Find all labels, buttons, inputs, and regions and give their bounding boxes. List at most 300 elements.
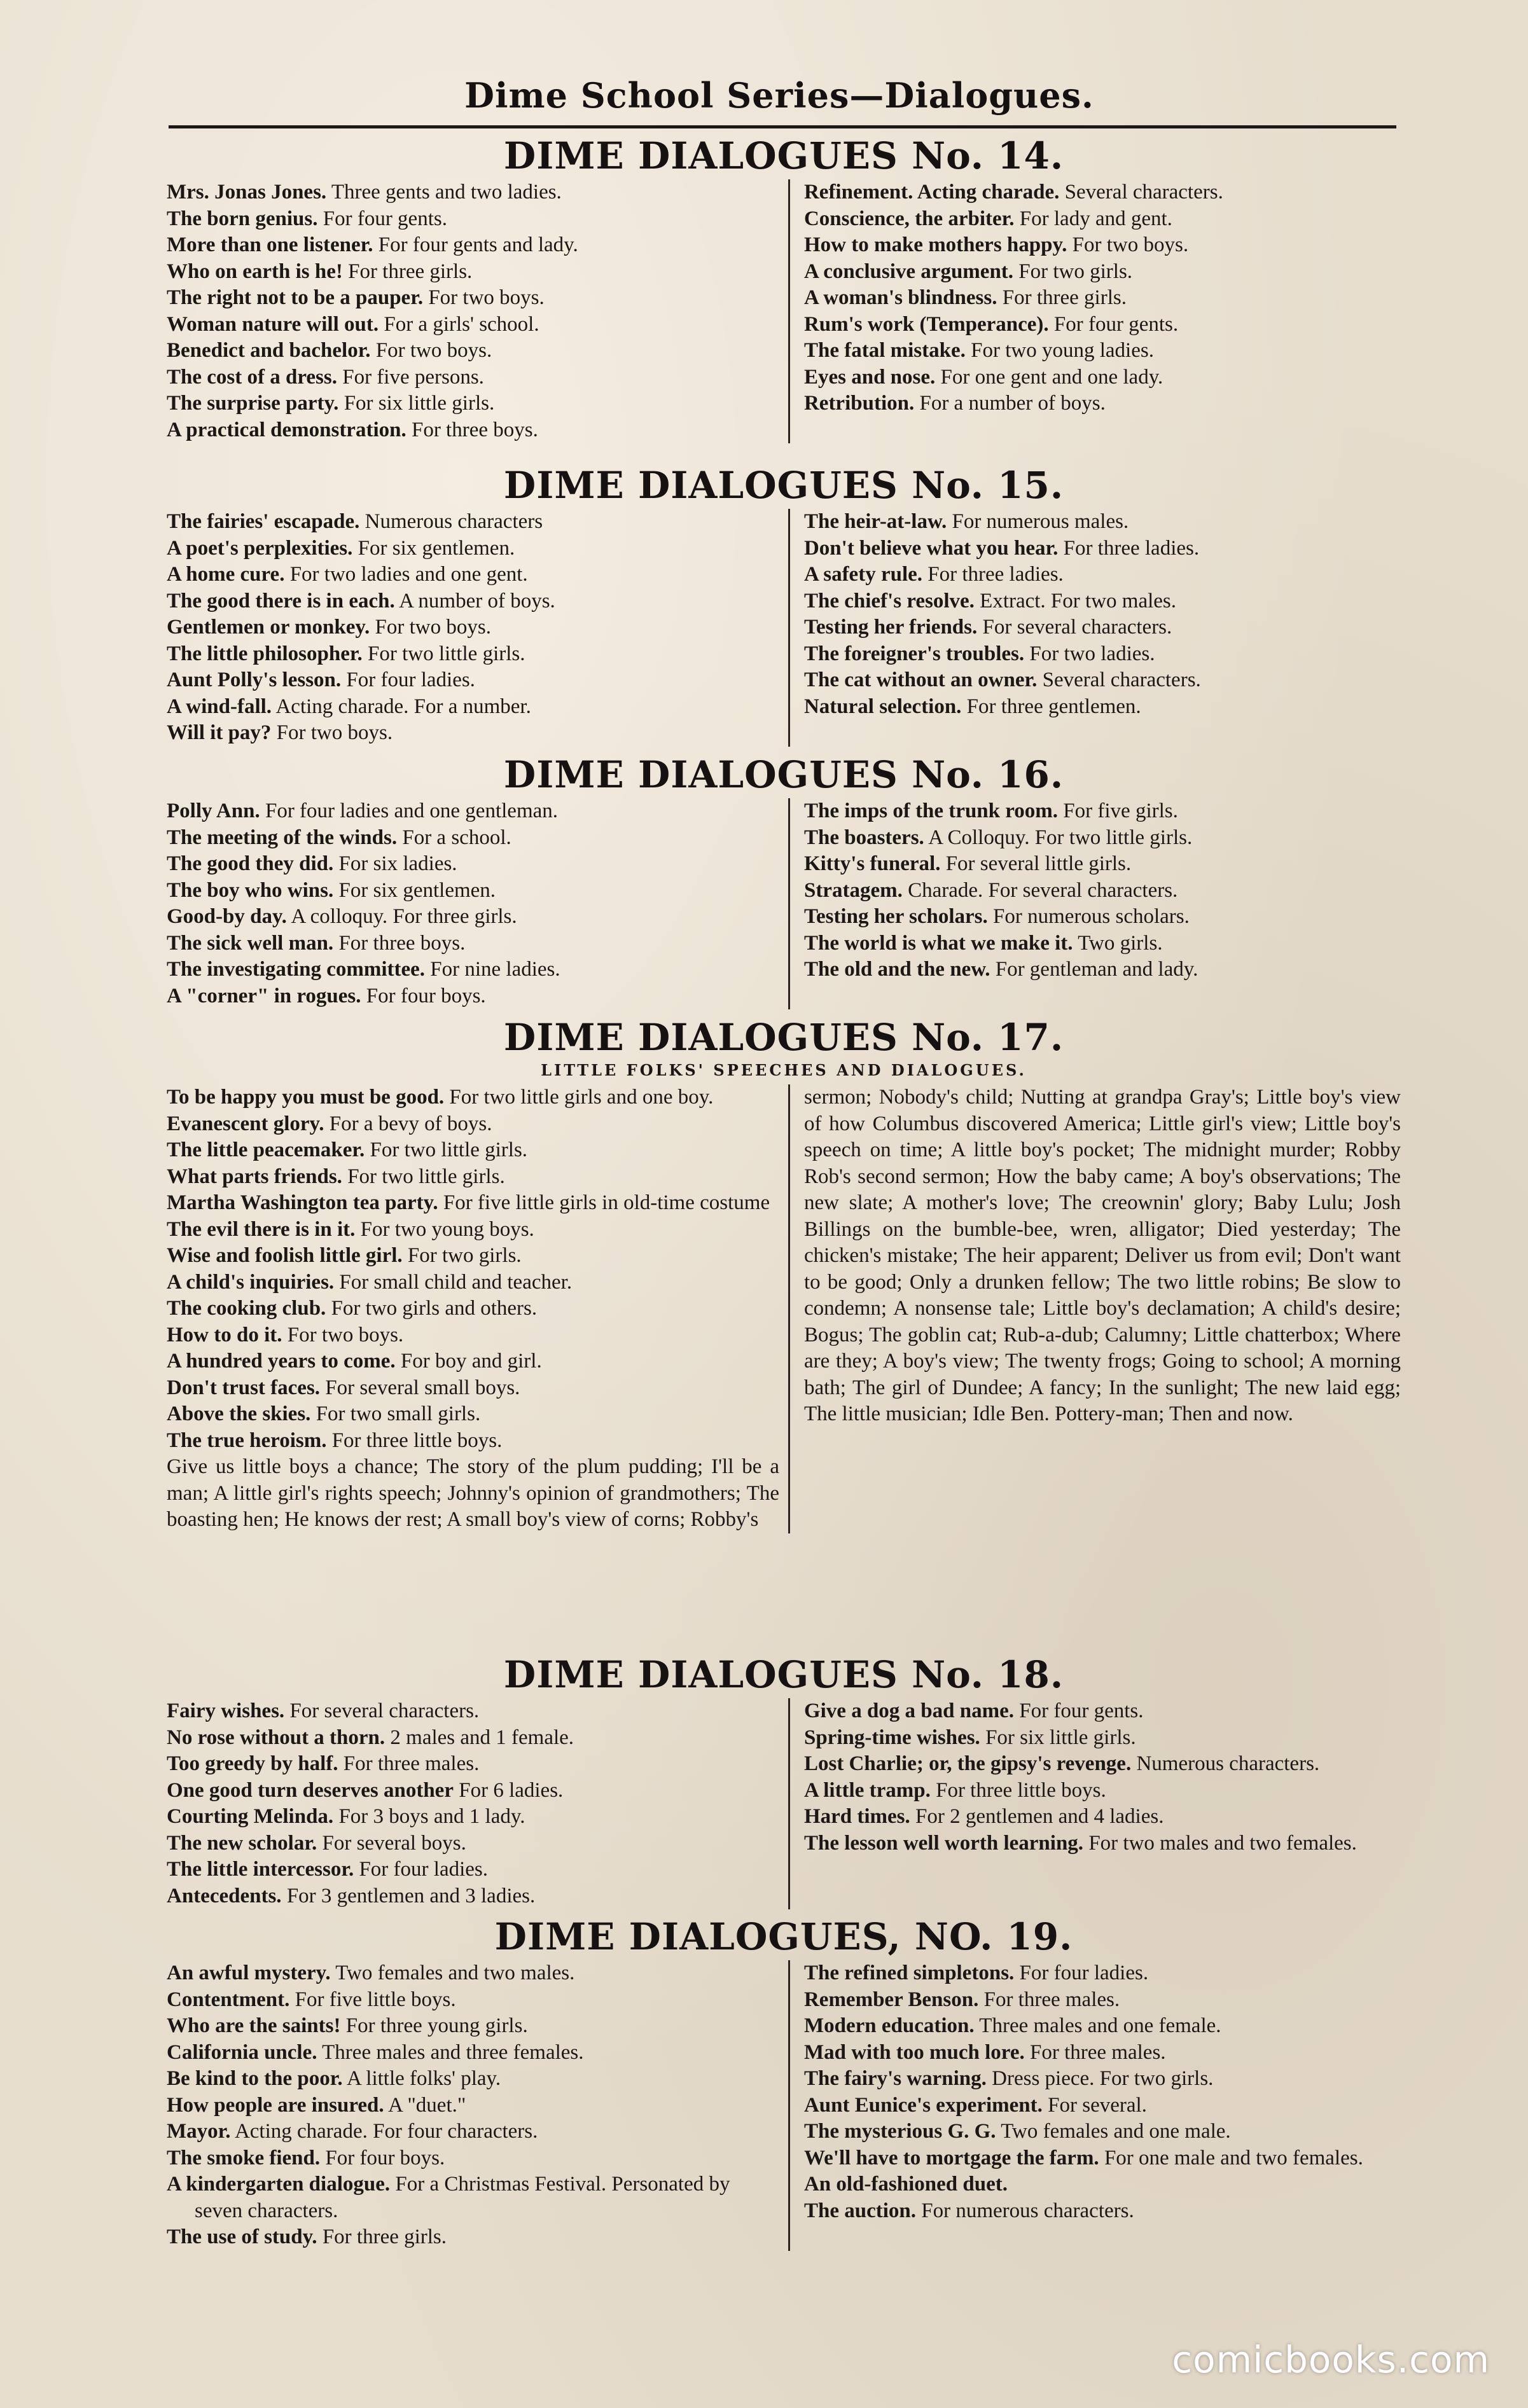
dialogue-entry [804,509,1401,536]
dialogue-entry [804,1804,1401,1830]
dialogue-cast: A colloquy. For three girls. [286,905,517,928]
dialogue-cast: For three boys. [406,418,538,441]
dialogue-entry [167,1137,779,1164]
dialogue-cast: For one male and two females. [1099,2146,1363,2169]
dialogue-cast: For four gents and lady. [373,233,578,256]
dialogue-entry [804,667,1401,694]
dialogue-title: Who on earth is he! [167,259,343,283]
dialogue-cast: For several small boys. [320,1376,520,1399]
dialogue-entry [167,1725,779,1752]
dialogue-title: The foreigner's troubles. [803,642,1025,665]
dialogue-entry [804,641,1401,668]
dialogue-entry [804,2171,1401,2198]
dialogue-cast: For five little girls in old-time costume [438,1191,770,1214]
dialogue-cast: For two little girls. [342,1165,505,1188]
dialogue-title: The cat without an owner. [803,668,1038,691]
dialogue-title: More than one listener. [167,233,373,256]
dialogue-title: Don't believe what you hear. [803,536,1059,560]
dialogue-title: Hard times. [803,1805,910,1828]
dialogue-entry [167,983,779,1010]
dialogue-entry [167,1883,779,1910]
dialogue-cast: For five persons. [337,365,484,389]
dialogue-entry [167,1401,779,1428]
dialogue-entry [804,2119,1401,2145]
dialogue-entry [167,206,779,233]
dialogue-cast: For three males. [338,1752,480,1775]
dialogue-title: The auction. [803,2199,916,2222]
dialogue-cast: For three young girls. [340,2014,528,2037]
dialogue-title: The fatal mistake. [803,339,966,362]
dialogue-entry [167,2119,779,2145]
dialogue-entry [804,2066,1401,2093]
dialogue-entry [804,2040,1401,2066]
dialogue-entry [804,1778,1401,1804]
dialogue-entry [167,312,779,338]
dialogue-cast: For several little girls. [940,852,1132,875]
dialogue-entry [804,536,1401,562]
dialogue-title: The meeting of the winds. [167,826,398,849]
dialogue-cast: For several boys. [317,1831,466,1855]
right-column [790,1084,1401,1533]
dialogue-entry [804,2198,1401,2225]
dialogue-title: Rum's work (Temperance). [803,312,1049,336]
dialogue-title: The imps of the trunk room. [803,799,1059,822]
dialogue-cast: For four ladies and one gentleman. [260,799,559,822]
left-column [167,798,790,1009]
dialogue-cast: For three girls. [317,2225,447,2248]
dialogue-entry [804,878,1401,904]
dialogue-cast: Acting charade. For four characters. [230,2120,538,2143]
dialogue-title: A kindergarten dialogue. [167,2173,391,2196]
dialogue-title: How people are insured. [167,2093,384,2117]
dialogue-cast: For a number of boys. [914,392,1106,415]
dialogue-cast: For three little boys. [326,1429,503,1452]
dialogue-entry [167,798,779,825]
dialogue-entry [167,259,779,286]
dialogue-title: Mayor. [167,2120,231,2143]
dialogue-title: The lesson well worth learning. [803,1831,1084,1855]
dialogue-cast: For four gents. [317,207,447,230]
dialogue-entry [167,179,779,206]
dialogue-cast: For 2 gentlemen and 4 ladies. [910,1805,1164,1828]
dialogue-title: The good there is in each. [167,589,395,612]
dialogue-cast: For numerous characters. [916,2199,1134,2222]
dialogue-entry [167,509,779,536]
dialogue-title: Aunt Eunice's experiment. [803,2093,1043,2117]
dialogue-entry [167,931,779,957]
dialogue-title: One good turn deserves another [167,1778,454,1802]
dialogue-cast: For four boys. [320,2146,445,2169]
section-dialogues-15 [167,464,1401,747]
left-column [167,1698,790,1909]
dialogue-entry [167,720,779,747]
dialogue-cast: Two females and one male. [996,2120,1231,2143]
dialogue-title: The cooking club. [167,1297,326,1320]
dialogue-cast: For two little girls and one boy. [444,1086,714,1109]
dialogue-entry [167,1778,779,1804]
section-dialogues-16 [167,754,1401,1009]
dialogue-cast: Numerous characters. [1131,1752,1320,1775]
dialogue-entry [804,588,1401,615]
dialogue-entry [804,259,1401,286]
dialogue-entry [804,931,1401,957]
dialogue-cast: 2 males and 1 female. [385,1726,574,1749]
dialogue-title: Good-by day. [167,905,287,928]
dialogue-cast: For five little boys. [289,1988,456,2011]
section-title: DIME DIALOGUES, NO. 19. [494,1915,1073,1958]
dialogue-cast: For several characters. [284,1699,480,1722]
dialogue-cast: For six gentlemen. [333,878,496,902]
right-column [790,798,1401,1009]
dialogue-entry [804,364,1401,391]
dialogue-title: To be happy you must be good. [167,1086,445,1109]
dialogue-cast: For two boys. [282,1323,404,1346]
dialogue-title: The fairies' escapade. [167,510,360,533]
dialogue-entry [167,1217,779,1243]
dialogue-cast: For six gentlemen. [352,536,515,560]
dialogue-cast: Two girls. [1073,931,1163,955]
dialogue-title: Give a dog a bad name. [803,1699,1015,1722]
section-dialogues-17 [167,1016,1401,1533]
dialogue-title: The born genius. [167,207,318,230]
dialogue-title: The heir-at-law. [803,510,947,533]
dialogue-title: Don't trust faces. [167,1376,321,1399]
dialogue-title: The fairy's warning. [803,2067,987,2090]
dialogue-cast: For two boys. [370,339,492,362]
dialogue-cast: For two small girls. [310,1402,481,1425]
dialogue-title: The boy who wins. [167,878,334,902]
dialogue-cast: For three boys. [333,931,466,955]
dialogue-title: Mrs. Jonas Jones. [167,181,327,204]
dialogue-title: California uncle. [167,2040,317,2064]
right-paragraph: sermon; Nobody's child; Nutting at grandpa Gray's; Little boy's view of how Columbus discovered America; Little girl's view; Little boy's speech on time; A little boy's pocket; The midnight murder; Robby Rob's second sermon; How the baby came; A boy's observations; The new slate; A mother's love; The creownin' glory; Baby Lulu; Josh Billings on the bumble-bee, wren, alligator; Died yesterday; The chicken's mistake; The heir apparent; Deliver us from evil; Don't want to be good; Only a drunken fellow; The two little robins; Be slow to condemn; A nonsense tale; Little boy's declamation; A child's desire; Bogus; The goblin cat; Rub-a-dub; Calumny; Little chatterbox; Where are they; A boy's view; The twenty frogs; Going to school; A morning bath; The girl of Dundee; A fancy; In the sunlight; The new laid egg; The little musician; Idle Ben. Pottery-man; Then and now. [803,1086,1401,1425]
dialogue-entry [167,1322,779,1349]
dialogue-cast: For numerous scholars. [987,905,1190,928]
dialogue-cast: For two young ladies. [965,339,1154,362]
dialogue-cast: For four gents. [1014,1699,1144,1722]
dialogue-title: Evanescent glory. [167,1112,324,1135]
dialogue-cast: For four gents. [1048,312,1179,336]
dialogue-cast: Three gents and two ladies. [326,181,562,204]
dialogue-title: Woman nature will out. [167,312,379,336]
dialogue-entry [167,825,779,852]
dialogue-entry [167,2224,779,2251]
dialogue-cast: A Colloquy. For two little girls. [924,826,1193,849]
dialogue-cast: For three males. [978,1988,1120,2011]
dialogue-title: Retribution. [803,392,915,415]
dialogue-title: Spring-time wishes. [803,1726,980,1749]
dialogue-cast: For two ladies and one gent. [284,563,528,586]
dialogue-title: A safety rule. [803,563,923,586]
dialogue-title: Gentlemen or monkey. [167,616,370,639]
dialogue-title: How to make mothers happy. [803,233,1067,256]
dialogue-title: Stratagem. [803,878,903,902]
dialogue-cast: For boy and girl. [395,1350,542,1373]
dialogue-title: Kitty's funeral. [803,852,941,875]
dialogue-title: Eyes and nose. [803,365,936,389]
dialogue-title: The little intercessor. [167,1858,354,1881]
dialogue-title: Conscience, the arbiter. [803,207,1015,230]
dialogue-cast: Several characters. [1059,181,1223,204]
dialogue-entry [804,1830,1401,1857]
dialogue-cast: For two girls. [1013,259,1133,283]
dialogue-entry [167,1830,779,1857]
dialogue-cast: For several characters. [977,616,1172,639]
right-column [790,179,1401,443]
dialogue-cast: Charade. For several characters. [902,878,1178,902]
dialogue-title: A poet's perplexities. [167,536,353,560]
dialogue-cast: For three girls. [997,286,1127,309]
dialogue-entry [804,2013,1401,2040]
dialogue-cast: For three little boys. [930,1778,1106,1802]
dialogue-title: The true heroism. [167,1429,327,1452]
section-title: DIME DIALOGUES No. 16. [503,753,1064,796]
dialogue-entry [167,1111,779,1138]
dialogue-cast: For two girls and others. [326,1297,538,1320]
dialogue-cast: For two ladies. [1024,642,1155,665]
dialogue-cast: For six little girls. [338,392,495,415]
dialogue-title: Aunt Polly's lesson. [167,668,342,691]
dialogue-cast: For three gentlemen. [961,695,1141,718]
dialogue-cast: For five girls. [1058,799,1178,822]
dialogue-title: The good they did. [167,852,334,875]
dialogue-entry [167,667,779,694]
dialogue-cast: A "duet." [384,2093,466,2117]
dialogue-title: Testing her scholars. [803,905,988,928]
dialogue-entry [167,1270,779,1296]
dialogue-title: A practical demonstration. [167,418,406,441]
dialogue-entry [167,1987,779,2014]
dialogue-entry [167,2066,779,2093]
dialogue-cast: For lady and gent. [1014,207,1172,230]
dialogue-entry [804,614,1401,641]
section-title: DIME DIALOGUES No. 17. [503,1016,1064,1059]
dialogue-entry [167,1243,779,1270]
dialogue-title: Be kind to the poor. [167,2067,343,2090]
dialogue-title: What parts friends. [167,1165,342,1188]
right-column [790,1698,1401,1909]
dialogue-cast: For four ladies. [341,668,475,691]
dialogue-entry [804,798,1401,825]
dialogue-entry [804,1698,1401,1725]
dialogue-title: Above the skies. [167,1402,311,1425]
left-column [167,1960,790,2251]
dialogue-cast: For four boys. [361,984,486,1007]
dialogue-title: The investigating committee. [167,958,426,981]
dialogue-title: The cost of a dress. [167,365,337,389]
dialogue-title: A home cure. [167,563,285,586]
dialogue-cast: For two males and two females. [1083,1831,1357,1855]
dialogue-cast: Numerous characters [359,510,543,533]
dialogue-cast: Acting charade. For a number. [272,695,531,718]
dialogue-title: A woman's blindness. [803,286,997,309]
dialogue-title: Contentment. [167,1988,290,2011]
dialogue-entry [167,2040,779,2066]
dialogue-cast: A number of boys. [394,589,555,612]
section-subtitle: LITTLE FOLKS' SPEECHES AND DIALOGUES. [541,1061,1027,1079]
dialogue-title: Mad with too much lore. [803,2040,1025,2064]
dialogue-entry [167,614,779,641]
dialogue-entry [167,1698,779,1725]
dialogue-entry [804,1960,1401,1987]
dialogue-cast: For 3 gentlemen and 3 ladies. [281,1884,536,1907]
dialogue-entry [167,536,779,562]
dialogue-entry [167,2171,779,2224]
dialogue-title: The evil there is in it. [167,1217,356,1241]
dialogue-cast: Three males and three females. [317,2040,584,2064]
dialogue-cast: For two boys. [370,616,491,639]
dialogue-cast: For two young boys. [355,1217,534,1241]
dialogue-entry [804,232,1401,259]
dialogue-title: The little philosopher. [167,642,363,665]
dialogue-cast: For two little girls. [365,1138,528,1161]
dialogue-cast: For two boys. [271,721,393,744]
dialogue-entry [167,1348,779,1375]
dialogue-cast: For small child and teacher. [334,1270,573,1294]
dialogue-title: An old-fashioned duet. [803,2173,1008,2196]
section-title: DIME DIALOGUES No. 15. [503,464,1064,507]
dialogue-title: Too greedy by half. [167,1752,338,1775]
right-column [790,1960,1401,2251]
dialogue-cast: Three males and one female. [974,2014,1221,2037]
dialogue-cast: For one gent and one lady. [935,365,1163,389]
dialogue-entry [167,2093,779,2119]
dialogue-entry [167,1296,779,1322]
dialogue-title: The mysterious G. G. [803,2120,996,2143]
dialogue-entry [167,417,779,444]
dialogue-cast: For six little girls. [980,1726,1136,1749]
dialogue-title: Who are the saints! [167,2014,341,2037]
dialogue-title: We'll have to mortgage the farm. [803,2146,1099,2169]
header-rule [169,125,1396,128]
dialogue-title: A little tramp. [803,1778,931,1802]
dialogue-title: Polly Ann. [167,799,260,822]
dialogue-entry [167,1428,779,1455]
section-dialogues-14 [167,135,1401,443]
dialogue-entry [167,1857,779,1883]
dialogue-cast: For four ladies. [1014,1962,1149,1984]
dialogue-title: A hundred years to come. [167,1350,396,1373]
dialogue-title: A conclusive argument. [803,259,1014,283]
dialogue-cast: For nine ladies. [425,958,560,981]
dialogue-cast: For three girls. [342,259,473,283]
dialogue-title: Lost Charlie; or, the gipsy's revenge. [803,1752,1132,1775]
dialogue-cast: For 6 ladies. [453,1778,564,1802]
dialogue-cast: Several characters. [1037,668,1201,691]
dialogue-title: Remember Benson. [803,1988,979,2011]
dialogue-cast: For three males. [1024,2040,1166,2064]
dialogue-entry [167,285,779,312]
dialogue-title: The right not to be a pauper. [167,286,424,309]
dialogue-entry [167,562,779,588]
dialogue-cast: For three ladies. [922,563,1064,586]
dialogue-title: No rose without a thorn. [167,1726,385,1749]
dialogue-entry [804,851,1401,878]
dialogue-entry [167,1960,779,1987]
dialogue-title: Martha Washington tea party. [167,1191,438,1214]
dialogue-entry [167,588,779,615]
dialogue-entry [804,562,1401,588]
dialogue-entry [804,206,1401,233]
dialogue-title: The new scholar. [167,1831,317,1855]
dialogue-cast: A little folks' play. [342,2067,501,2090]
dialogue-title: Fairy wishes. [167,1699,285,1722]
dialogue-entry [804,2145,1401,2172]
dialogue-cast: For three ladies. [1058,536,1200,560]
dialogue-entry [804,1751,1401,1778]
dialogue-entry [167,2013,779,2040]
dialogue-cast: For two boys. [1067,233,1189,256]
dialogue-entry [167,1375,779,1402]
right-column [790,509,1401,747]
dialogue-title: A "corner" in rogues. [167,984,361,1007]
dialogue-cast: Extract. For two males. [974,589,1176,612]
dialogue-cast: For 3 boys and 1 lady. [333,1805,525,1828]
dialogue-title: The refined simpletons. [803,1962,1015,1984]
left-paragraph: Give us little boys a chance; The story of the plum pudding; I'll be a man; A little girl's rights speech; Johnny's opinion of grandmothers; The boasting hen; He knows der rest; A small boy's view of corns; Robby's [167,1455,779,1531]
dialogue-entry [804,1725,1401,1752]
dialogue-entry [804,957,1401,983]
dialogue-entry [167,694,779,721]
dialogue-cast: For two little girls. [362,642,525,665]
dialogue-entry [167,2145,779,2172]
dialogue-cast: For two boys. [423,286,545,309]
dialogue-cast: For four ladies. [354,1858,488,1881]
dialogue-entry [804,391,1401,417]
dialogue-entry [804,2093,1401,2119]
dialogue-entry [167,878,779,904]
page-header: Dime School Series—Dialogues. [464,75,1094,116]
left-column [167,509,790,747]
dialogue-entry [167,1190,779,1217]
section-title: DIME DIALOGUES No. 14. [503,134,1064,177]
dialogue-cast: For a bevy of boys. [324,1112,492,1135]
dialogue-title: Modern education. [803,2014,975,2037]
dialogue-title: The chief's resolve. [803,589,975,612]
dialogue-entry [167,1084,779,1111]
section-title: DIME DIALOGUES No. 18. [503,1653,1064,1696]
dialogue-title: The boasters. [803,826,924,849]
dialogue-entry [804,312,1401,338]
dialogue-cast: For gentleman and lady. [990,958,1198,981]
dialogue-entry [167,851,779,878]
dialogue-entry [167,1804,779,1830]
dialogue-entry [804,904,1401,931]
dialogue-title: Testing her friends. [803,616,978,639]
dialogue-cast: For a school. [397,826,511,849]
dialogue-title: The surprise party. [167,392,339,415]
dialogue-title: A wind-fall. [167,695,272,718]
dialogue-title: The use of study. [167,2225,317,2248]
dialogue-cast: For numerous males. [947,510,1129,533]
dialogue-entry [804,285,1401,312]
dialogue-cast: Dress piece. For two girls. [986,2067,1214,2090]
dialogue-entry [167,904,779,931]
dialogue-entry [167,1751,779,1778]
dialogue-entry [167,338,779,364]
dialogue-entry [804,179,1401,206]
left-column [167,1084,790,1533]
dialogue-cast: For several. [1042,2093,1147,2117]
dialogue-entry [804,338,1401,364]
dialogue-title: Benedict and bachelor. [167,339,371,362]
dialogue-title: How to do it. [167,1323,282,1346]
watermark: comicbooks.com [1172,2338,1490,2381]
dialogue-cast: For a girls' school. [379,312,539,336]
section-dialogues-19 [167,1916,1401,2251]
dialogue-cast: For a Christmas Festival. Personated by seven characters. [195,2173,730,2222]
dialogue-title: Antecedents. [167,1884,282,1907]
